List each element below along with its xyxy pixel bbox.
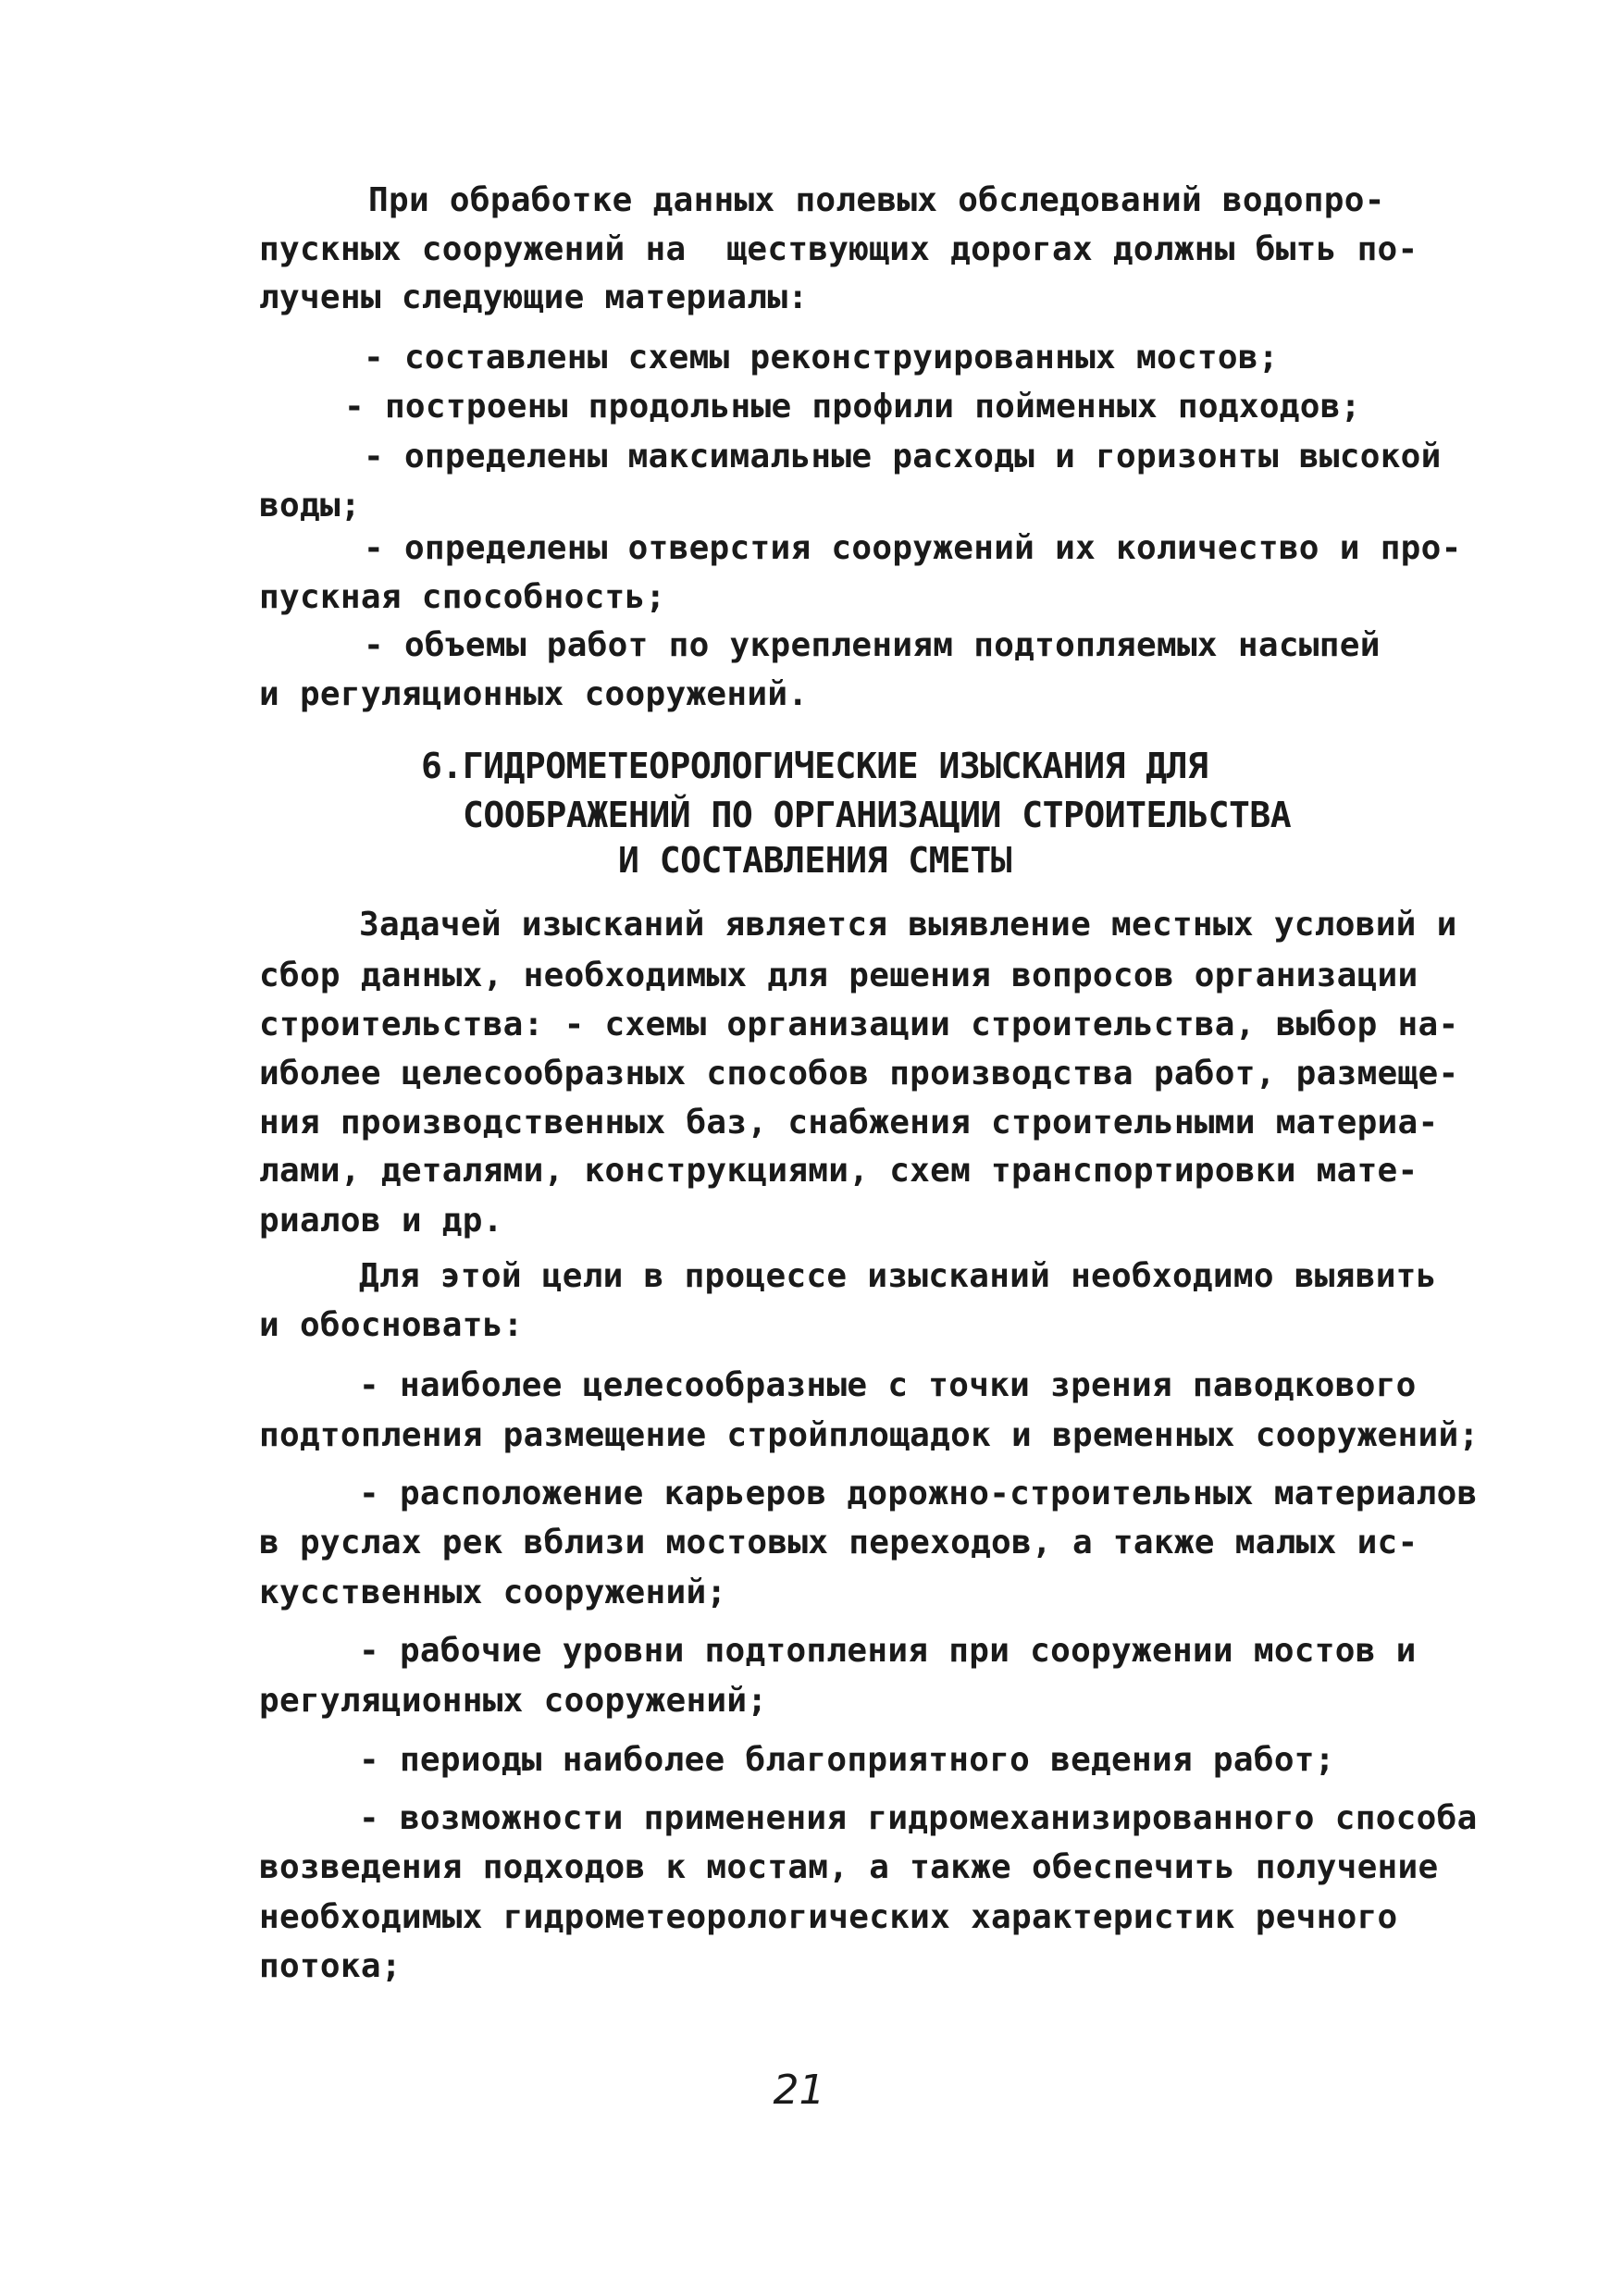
list2-item-5-cont: возведения подходов к мостам, а также обеспечить получение xyxy=(259,1848,1439,1886)
list2-item-2-cont: в руслах рек вблизи мостовых переходов, а также малых ис- xyxy=(259,1524,1418,1562)
section-heading-line-2: СООБРАЖЕНИЙ ПО ОРГАНИЗАЦИИ СТРОИТЕЛЬСТВА xyxy=(463,795,1292,835)
para1-line-3: строительства: - схемы организации строительства, выбор на- xyxy=(259,1006,1459,1043)
list1-item-1: - составлены схемы реконструированных мостов; xyxy=(364,339,1279,376)
list2-item-2-cont-2: кусственных сооружений; xyxy=(259,1574,727,1611)
list1-item-3-cont: воды; xyxy=(259,487,361,525)
para1-line-6: лами, деталями, конструкциями, схем транспортировки мате- xyxy=(259,1152,1418,1190)
para1-line-7: риалов и др. xyxy=(259,1202,503,1240)
list1-item-2: - построены продольные профили пойменных подходов; xyxy=(344,388,1361,426)
section-heading-line-1: 6.ГИДРОМЕТЕОРОЛОГИЧЕСКИЕ ИЗЫСКАНИЯ ДЛЯ xyxy=(421,746,1208,786)
list2-item-1: - наиболее целесообразные с точки зрения паводкового xyxy=(359,1366,1417,1404)
intro-line-3: лучены следующие материалы: xyxy=(259,278,809,316)
list1-item-4: - определены отверстия сооружений их количество и про- xyxy=(364,529,1462,567)
list2-item-3-cont: регуляционных сооружений; xyxy=(259,1682,768,1720)
para1-line-1: Задачей изысканий является выявление местных условий и xyxy=(359,906,1457,944)
list2-item-5-cont-2: необходимых гидрометеорологических характеристик речного xyxy=(259,1898,1398,1936)
list2-item-3: - рабочие уровни подтопления при сооружении мостов и xyxy=(359,1632,1417,1670)
list1-item-5: - объемы работ по укреплениям подтопляемых насыпей xyxy=(364,626,1381,664)
list2-item-4: - периоды наиболее благоприятного ведения работ; xyxy=(359,1741,1335,1779)
section-heading-line-3: И СОСТАВЛЕНИЯ СМЕТЫ xyxy=(618,840,1012,881)
para1-line-5: ния производственных баз, снабжения строительными материа- xyxy=(259,1104,1439,1142)
list2-item-1-cont: подтопления размещение стройплощадок и временных сооружений; xyxy=(259,1416,1480,1454)
list2-item-5: - возможности применения гидромеханизированного способа xyxy=(359,1799,1478,1837)
para1-line-4: иболее целесообразных способов производства работ, размеще- xyxy=(259,1055,1459,1092)
list1-item-4-cont: пускная способность; xyxy=(259,578,666,616)
page-number: 21 xyxy=(773,2067,825,2114)
list2-item-5-cont-3: потока; xyxy=(259,1947,402,1985)
list1-item-5-cont: и регуляционных сооружений. xyxy=(259,675,809,713)
list1-item-3: - определены максимальные расходы и горизонты высокой xyxy=(364,438,1442,475)
para2-line-1: Для этой цели в процессе изысканий необходимо выявить xyxy=(359,1257,1437,1295)
list2-item-2: - расположение карьеров дорожно-строительных материалов xyxy=(359,1475,1478,1512)
intro-line-1: При обработке данных полевых обследований водопро- xyxy=(368,181,1385,219)
para1-line-2: сбор данных, необходимых для решения вопросов организации xyxy=(259,957,1418,994)
para2-line-2: и обосновать: xyxy=(259,1306,524,1344)
intro-line-2: пускных сооружений на ществующих дорогах должны быть по- xyxy=(259,230,1418,268)
